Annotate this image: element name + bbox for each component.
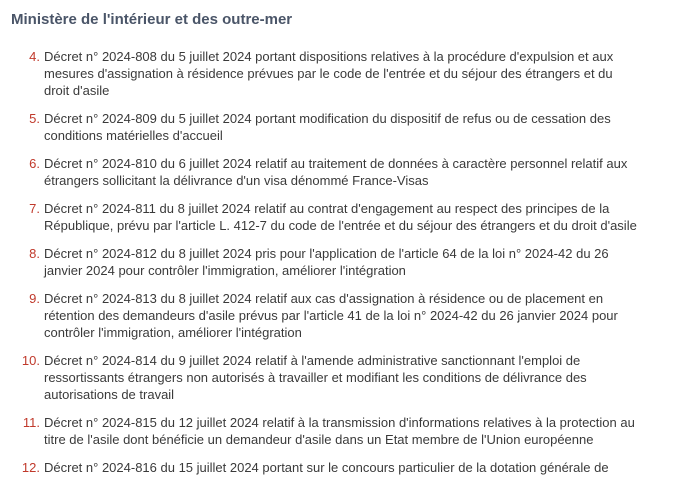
decree-item[interactable] [0,459,675,476]
decree-list [0,48,675,487]
decree-number: 12. [21,460,40,475]
decree-link[interactable]: Décret n° 2024-810 du 6 juillet 2024 relatif au traitement de données à caractère personnel relatif aux étrangers sollicitant la délivrance d'un visa dénommé France-Visas [44,156,628,188]
decree-number: 8. [29,246,40,261]
decree-item[interactable] [0,48,675,99]
decree-item[interactable] [0,290,675,341]
decree-item[interactable] [0,200,675,234]
decree-number: 4. [29,49,40,64]
decree-link[interactable]: Décret n° 2024-814 du 9 juillet 2024 relatif à l'amende administrative sanctionnant l'emploi de ressortissants étrangers non autorisés à travailler et modifiant les conditions de délivrance des autorisations de travail [44,353,587,402]
decree-item[interactable] [0,155,675,189]
decree-number: 6. [29,156,40,171]
decree-link[interactable]: Décret n° 2024-813 du 8 juillet 2024 relatif aux cas d'assignation à résidence ou de placement en rétention des demandeurs d'asile prévus par l'article 41 de la loi n° 2024-42 du 26 janvier 2024 pour contrôler l'immigration, améliorer l'intégration [44,291,618,340]
decree-link[interactable]: Décret n° 2024-808 du 5 juillet 2024 portant dispositions relatives à la procédure d'expulsion et aux mesures d'assignation à résidence prévues par le code de l'entrée et du séjour des étrangers et du droit d'asile [44,49,614,98]
decree-link[interactable]: Décret n° 2024-811 du 8 juillet 2024 relatif au contrat d'engagement au respect des principes de la République, prévu par l'article L. 412-7 du code de l'entrée et du séjour des étrangers et du droit d'asile [44,201,637,233]
decree-item[interactable] [0,245,675,279]
decree-link[interactable]: Décret n° 2024-812 du 8 juillet 2024 pris pour l'application de l'article 64 de la loi n° 2024-42 du 26 janvier 2024 pour contrôler l'immigration, améliorer l'intégration [44,246,609,278]
decree-number: 9. [29,291,40,306]
decree-number: 5. [29,111,40,126]
decree-link[interactable]: Décret n° 2024-815 du 12 juillet 2024 relatif à la transmission d'informations relatives à la protection au titre de l'asile dont bénéficie un demandeur d'asile dans un Etat membre de l'Union européenne [44,415,635,447]
decree-number: 7. [29,201,40,216]
section-title: Ministère de l'intérieur et des outre-mer [11,11,293,28]
decree-number: 10. [21,353,40,368]
decree-item[interactable] [0,352,675,403]
decree-item[interactable] [0,414,675,448]
decree-item[interactable] [0,110,675,144]
decree-link[interactable]: Décret n° 2024-816 du 15 juillet 2024 portant sur le concours particulier de la dotation générale de [44,460,609,475]
decree-link[interactable]: Décret n° 2024-809 du 5 juillet 2024 portant modification du dispositif de refus ou de cessation des conditions matérielles d'accueil [44,111,611,143]
decree-number: 11. [22,415,40,430]
